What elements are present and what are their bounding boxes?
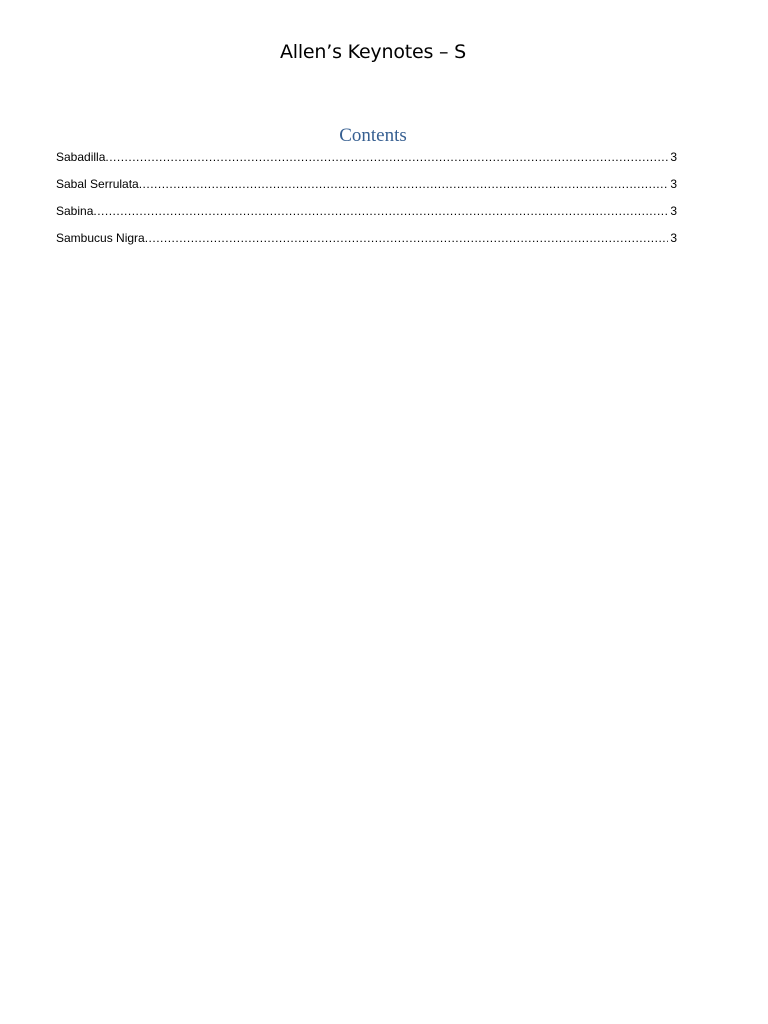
toc-entry-sabina[interactable] xyxy=(56,204,677,231)
toc-dot-leader xyxy=(145,231,669,245)
toc-entry-sambucus-nigra[interactable] xyxy=(56,231,677,258)
table-of-contents xyxy=(56,150,677,258)
toc-heading: Contents xyxy=(339,125,407,146)
toc-dot-leader xyxy=(139,177,669,191)
toc-entry-label: Sabal Serrulata xyxy=(56,177,139,191)
toc-dot-leader xyxy=(105,150,668,164)
toc-entry-sabadilla[interactable] xyxy=(56,150,677,177)
toc-entry-page: 3 xyxy=(670,177,677,191)
toc-entry-page: 3 xyxy=(670,204,677,218)
toc-entry-label: Sambucus Nigra xyxy=(56,231,145,245)
toc-entry-page: 3 xyxy=(670,231,677,245)
toc-entry-label: Sabadilla xyxy=(56,150,106,164)
toc-entry-page: 3 xyxy=(670,150,677,164)
toc-entry-label: Sabina xyxy=(56,204,94,218)
toc-dot-leader xyxy=(93,204,668,218)
toc-entry-sabal-serrulata[interactable] xyxy=(56,177,677,204)
document-title: Allen’s Keynotes – S xyxy=(279,41,467,63)
